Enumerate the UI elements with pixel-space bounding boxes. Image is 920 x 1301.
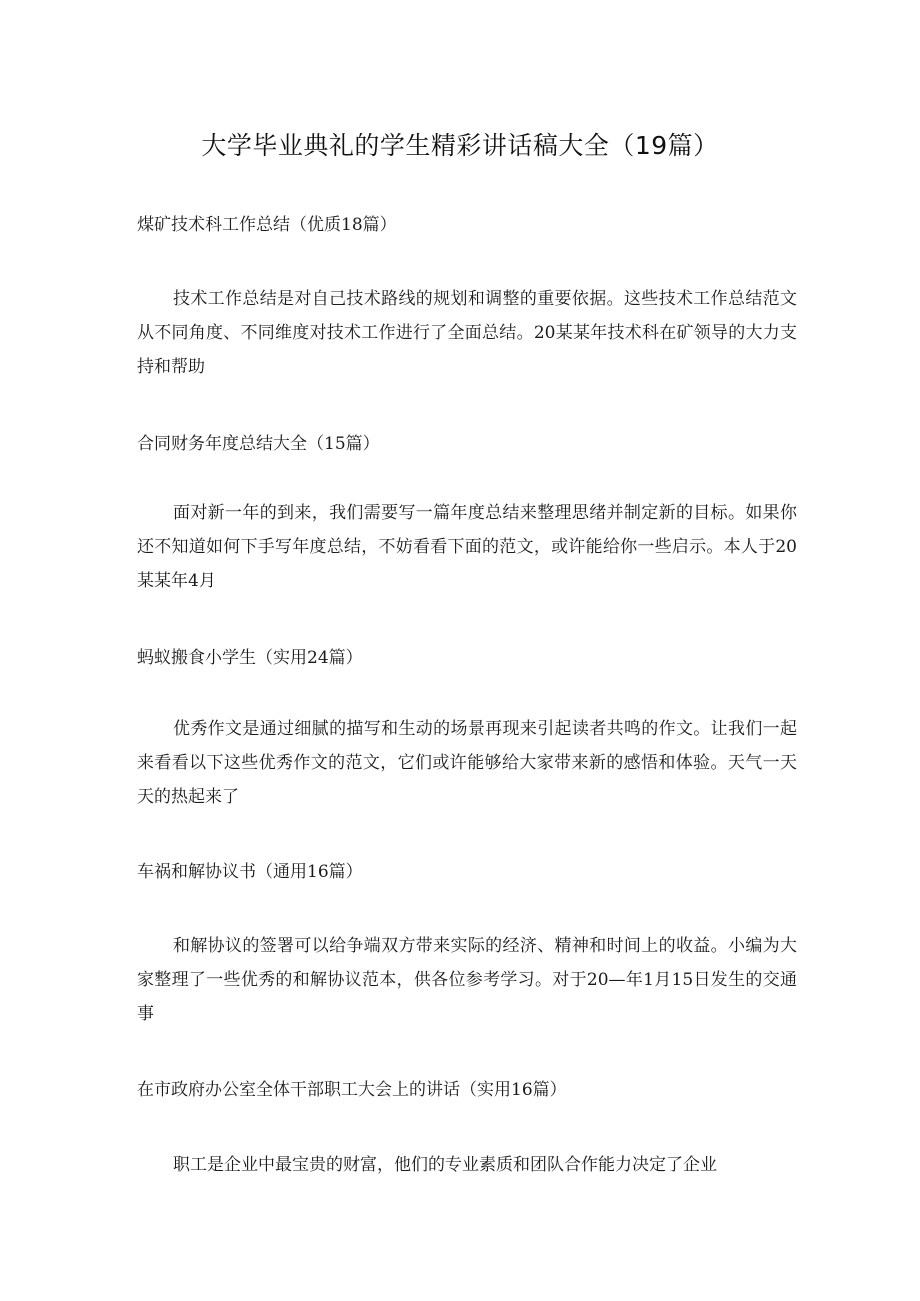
entry-summary: 面对新一年的到来，我们需要写一篇年度总结来整理思绪并制定新的目标。如果你还不知道如何下手写年度总结，不妨看看下面的范文，或许能给你一些启示。本人于20某某年4月	[137, 503, 797, 591]
entry-heading: 合同财务年度总结大全（15篇）	[137, 434, 380, 454]
entry-summary: 技术工作总结是对自己技术路线的规划和调整的重要依据。这些技术工作总结范文从不同角度、不同维度对技术工作进行了全面总结。20某某年技术科在矿领导的大力支持和帮助	[137, 289, 797, 377]
entry-summary: 职工是企业中最宝贵的财富，他们的专业素质和团队合作能力决定了企业	[173, 1155, 717, 1175]
document-title: 大学毕业典礼的学生精彩讲话稿大全（19篇）	[201, 131, 719, 160]
entry-heading: 蚂蚁搬食小学生（实用24篇）	[137, 648, 363, 668]
entry-heading: 车祸和解协议书（通用16篇）	[137, 862, 363, 882]
entry-heading: 在市政府办公室全体干部职工大会上的讲话（实用16篇）	[137, 1080, 567, 1100]
entry-summary: 优秀作文是通过细腻的描写和生动的场景再现来引起读者共鸣的作文。让我们一起来看看以下这些优秀作文的范文，它们或许能够给大家带来新的感悟和体验。天气一天天的热起来了	[137, 719, 797, 807]
entry-heading: 煤矿技术科工作总结（优质18篇）	[137, 215, 397, 235]
entry-summary: 和解协议的签署可以给争端双方带来实际的经济、精神和时间上的收益。小编为大家整理了一些优秀的和解协议范本，供各位参考学习。对于20—年1月15日发生的交通事	[137, 936, 797, 1024]
